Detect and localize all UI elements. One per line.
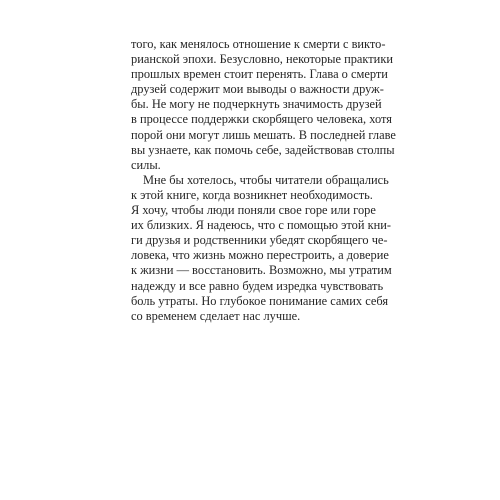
text-line: в процессе поддержки скорбящего человека, хотя (131, 112, 392, 127)
text-line: к жизни — восстановить. Возможно, мы утратим (131, 263, 392, 278)
text-line: надежду и все равно будем изредка чувствовать (131, 278, 384, 293)
text-line: ги друзья и родственники убедят скорбящего че- (131, 233, 388, 248)
text-line: того, как менялось отношение к смерти с викто- (131, 37, 386, 51)
text-line: порой они могут лишь мешать. В последней главе (131, 127, 396, 142)
text-line: бы. Не могу не подчеркнуть значимость друзей (131, 97, 382, 112)
text-line: друзей содержит мои выводы о важности друж- (131, 82, 384, 97)
text-line: ловека, что жизнь можно перестроить, а доверие (131, 248, 389, 263)
text-line: боль утраты. Но глубокое понимание самих себя (131, 293, 389, 308)
paragraph-first-line: Мне бы хотелось, чтобы читатели обращались (143, 172, 389, 187)
body-text (131, 37, 396, 324)
text-line: вы узнаете, как помочь себе, задействовав столпы (131, 142, 395, 157)
text-line: Я хочу, чтобы люди поняли свое горе или горе (131, 203, 376, 218)
text-line: к этой книге, когда возникнет необходимость. (131, 187, 373, 202)
text-line: прошлых времен стоит перенять. Глава о смерти (131, 67, 388, 82)
text-line: силы. (131, 157, 161, 172)
text-line: со временем сделает нас лучше. (131, 308, 301, 323)
text-line: их близких. Я надеюсь, что с помощью этой кни- (131, 218, 392, 233)
text-line: рианской эпохи. Безусловно, некоторые практики (131, 52, 393, 67)
